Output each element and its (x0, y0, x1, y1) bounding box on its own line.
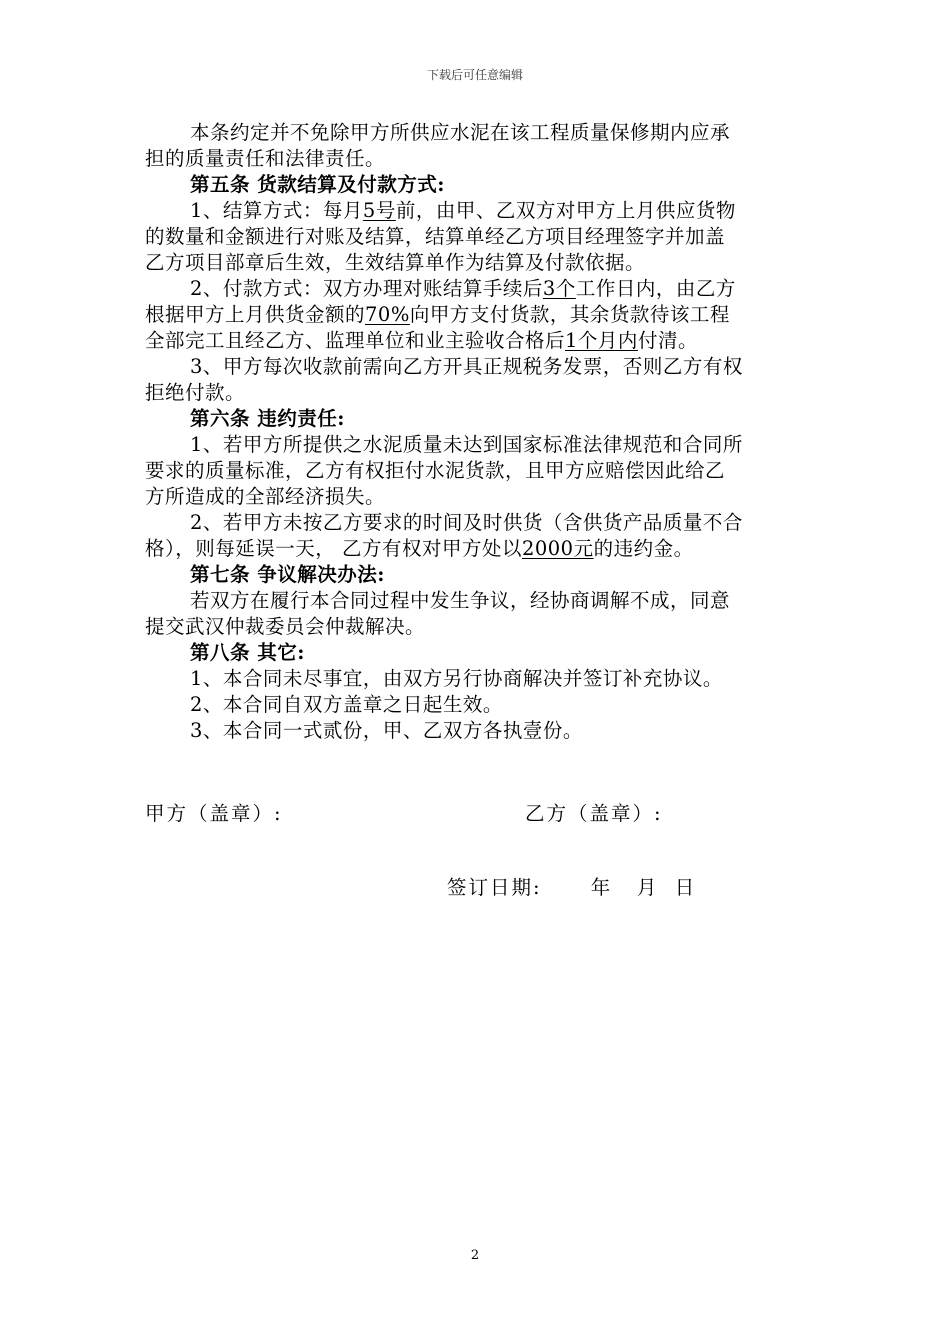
section-heading-8: 第八条 其它: (190, 641, 305, 664)
clause-5-3-line: 拒绝付款。 (145, 381, 246, 404)
party-a-seal-label: 甲方（盖章）: (145, 802, 283, 825)
page-header: 下载后可任意编辑 (426, 68, 523, 82)
underlined-value: 3个 (542, 277, 576, 300)
clause-8-line: 2、本合同自双方盖章之日起生效。 (190, 693, 503, 716)
underlined-value: 1个月内 (565, 329, 638, 352)
page-number: 2 (470, 1248, 480, 1263)
signing-date-label: 签订日期: 年 月 日 (447, 876, 697, 899)
clause-5-3-line: 3、甲方每次收款前需向乙方开具正规税务发票，否则乙方有权 (190, 355, 743, 378)
clause-5-2-line: 2、付款方式：双方办理对账结算手续后3个工作日内，由乙方 (190, 277, 736, 300)
section-heading-5: 第五条 货款结算及付款方式: (190, 173, 445, 196)
section-heading-6: 第六条 违约责任: (190, 407, 345, 430)
contract-body (145, 120, 810, 744)
clause-8-line: 1、本合同未尽事宜，由双方另行协商解决并签订补充协议。 (190, 667, 723, 690)
paragraph-line: 担的质量责任和法律责任。 (145, 147, 386, 170)
clause-6-1-line: 1、若甲方所提供之水泥质量未达到国家标准法律规范和合同所 (190, 433, 743, 456)
clause-7-line: 若双方在履行本合同过程中发生争议，经协商调解不成，同意 (190, 589, 731, 612)
clause-5-2-line: 全部完工且经乙方、监理单位和业主验收合格后1个月内付清。 (145, 329, 698, 352)
underlined-value: 70% (365, 303, 410, 326)
party-b-seal-label: 乙方（盖章）: (525, 802, 663, 825)
clause-8-line: 3、本合同一式贰份，甲、乙双方各执壹份。 (190, 719, 583, 742)
clause-5-2-line: 根据甲方上月供货金额的70%向甲方支付货款，其余货款待该工程 (145, 303, 730, 326)
clause-6-1-line: 方所造成的全部经济损失。 (145, 485, 386, 508)
clause-6-2-line: 格），则每延误一天， 乙方有权对甲方处以2000元的违约金。 (145, 537, 694, 560)
clause-5-1-line: 的数量和金额进行对账及结算，结算单经乙方项目经理签字并加盖 (145, 225, 726, 248)
underlined-value: 5号 (362, 199, 396, 222)
section-heading-7: 第七条 争议解决办法: (190, 563, 385, 586)
clause-5-1-line: 1、结算方式：每月5号前，由甲、乙双方对甲方上月供应货物 (190, 199, 736, 222)
paragraph-line: 本条约定并不免除甲方所供应水泥在该工程质量保修期内应承 (190, 121, 731, 144)
clause-7-line: 提交武汉仲裁委员会仲裁解决。 (145, 615, 426, 638)
underlined-value: 2000元 (521, 537, 594, 560)
clause-6-2-line: 2、若甲方未按乙方要求的时间及时供货（含供货产品质量不合 (190, 511, 743, 534)
clause-6-1-line: 要求的质量标准，乙方有权拒付水泥货款，且甲方应赔偿因此给乙 (145, 459, 726, 482)
clause-5-1-line: 乙方项目部章后生效，生效结算单作为结算及付款依据。 (145, 251, 646, 274)
